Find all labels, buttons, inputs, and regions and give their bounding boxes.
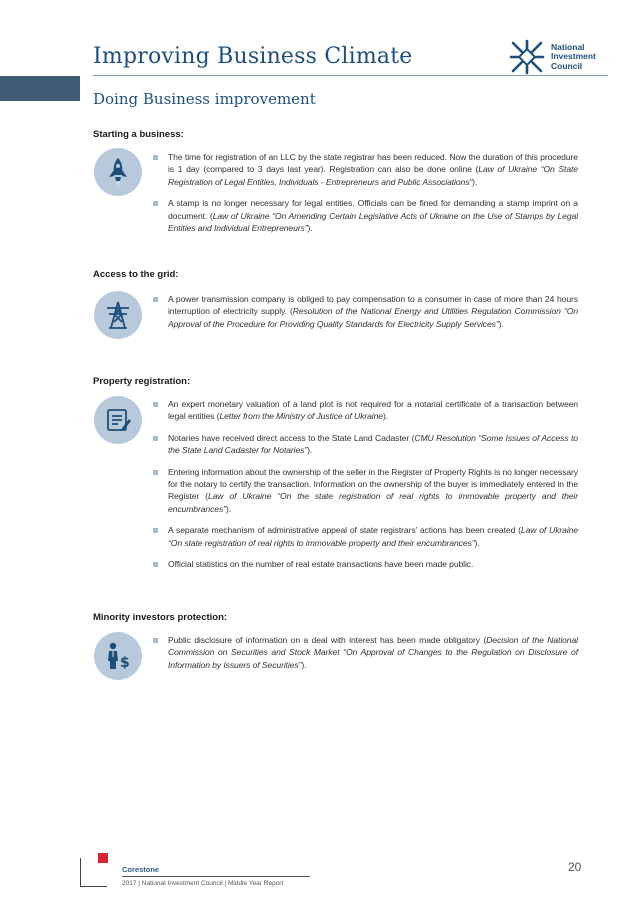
section-heading-property-registration: Property registration: [93, 376, 191, 387]
list-item: A power transmission company is obliged to pay compensation to a consumer in case of more than 24 hours interruption of electricity supply. (Resolution of the National Energy and Utilities Regulation Commission “On Approval of the Procedure for Providing Quality Standards for Electricity Supply Services”). [152, 293, 578, 330]
footer-caption: 2017 | National Investment Council | Middle Year Report [122, 880, 284, 887]
bullets-property-registration [152, 398, 578, 570]
page-title: Improving Business Climate [93, 44, 413, 69]
power-tower-icon [94, 291, 142, 339]
page-subtitle: Doing Business improvement [93, 90, 316, 108]
document-pen-icon [94, 396, 142, 444]
svg-text:$: $ [120, 655, 130, 671]
header-side-band [0, 76, 80, 101]
bullets-access-grid [152, 293, 578, 330]
section-heading-minority-investors: Minority investors protection: [93, 612, 228, 623]
nic-logo-icon [509, 39, 545, 75]
list-item: A stamp is no longer necessary for legal entities. Officials can be fined for demanding a stamp imprint on a document. (Law of Ukraine “On Amending Certain Legislative Acts of Ukraine on the Use of Stamps by Legal Entities and Individual Entrepreneurs”). [152, 197, 578, 234]
bullets-starting-business [152, 151, 578, 234]
logo-line-1: National [551, 41, 585, 52]
section-heading-starting-business: Starting a business: [93, 129, 184, 140]
investor-dollar-icon [94, 632, 142, 680]
footer-red-square [98, 853, 108, 863]
logo-line-3: Council [551, 60, 583, 71]
list-item: Official statistics on the number of real estate transactions have been made public. [152, 558, 578, 570]
list-item: Notaries have received direct access to the State Land Cadaster (CMU Resolution “Some Issues of Access to the State Land Cadaster for Notaries”). [152, 432, 578, 457]
page-number: 20 [568, 860, 582, 874]
list-item: The time for registration of an LLC by the state registrar has been reduced. Now the duration of this procedure is 1 day (compared to 3 days last year). Registration can also be done online (Law of Ukraine “On State Registration of Legal Entities, Individuals - Entrepreneurs and Public Associations”). [152, 151, 578, 188]
list-item: Entering information about the ownership of the seller in the Register of Property Rights is no longer necessary for the notary to certify the transaction. Information on the ownership of the buyer is immediately entered in the Register (Law of Ukraine “On the state registration of real rights to immovable property and their encumbrances”). [152, 466, 578, 516]
bullets-minority-investors [152, 634, 578, 671]
footer-divider [122, 876, 310, 877]
list-item: A separate mechanism of administrative appeal of state registrars’ actions has been created (Law of Ukraine “On state registration of real rights to immovable property and their encumbrances”). [152, 524, 578, 549]
logo-line-2: Investment [551, 51, 596, 62]
nic-logo-text [551, 43, 596, 72]
list-item: An expert monetary valuation of a land plot is not required for a notarial certificate of a transaction between legal entities (Letter from the Ministry of Justice of Ukraine). [152, 398, 578, 423]
nic-logo [509, 39, 596, 75]
footer-brand: Corestone [122, 865, 160, 874]
title-divider [93, 75, 608, 76]
rocket-icon [94, 148, 142, 196]
section-heading-access-grid: Access to the grid: [93, 269, 179, 280]
list-item: Public disclosure of information on a deal with interest has been made obligatory (Decision of the National Commission on Securities and Stock Market “On Approval of Changes to the Regulation on Disclosure of Information by Issuers of Securities”). [152, 634, 578, 671]
